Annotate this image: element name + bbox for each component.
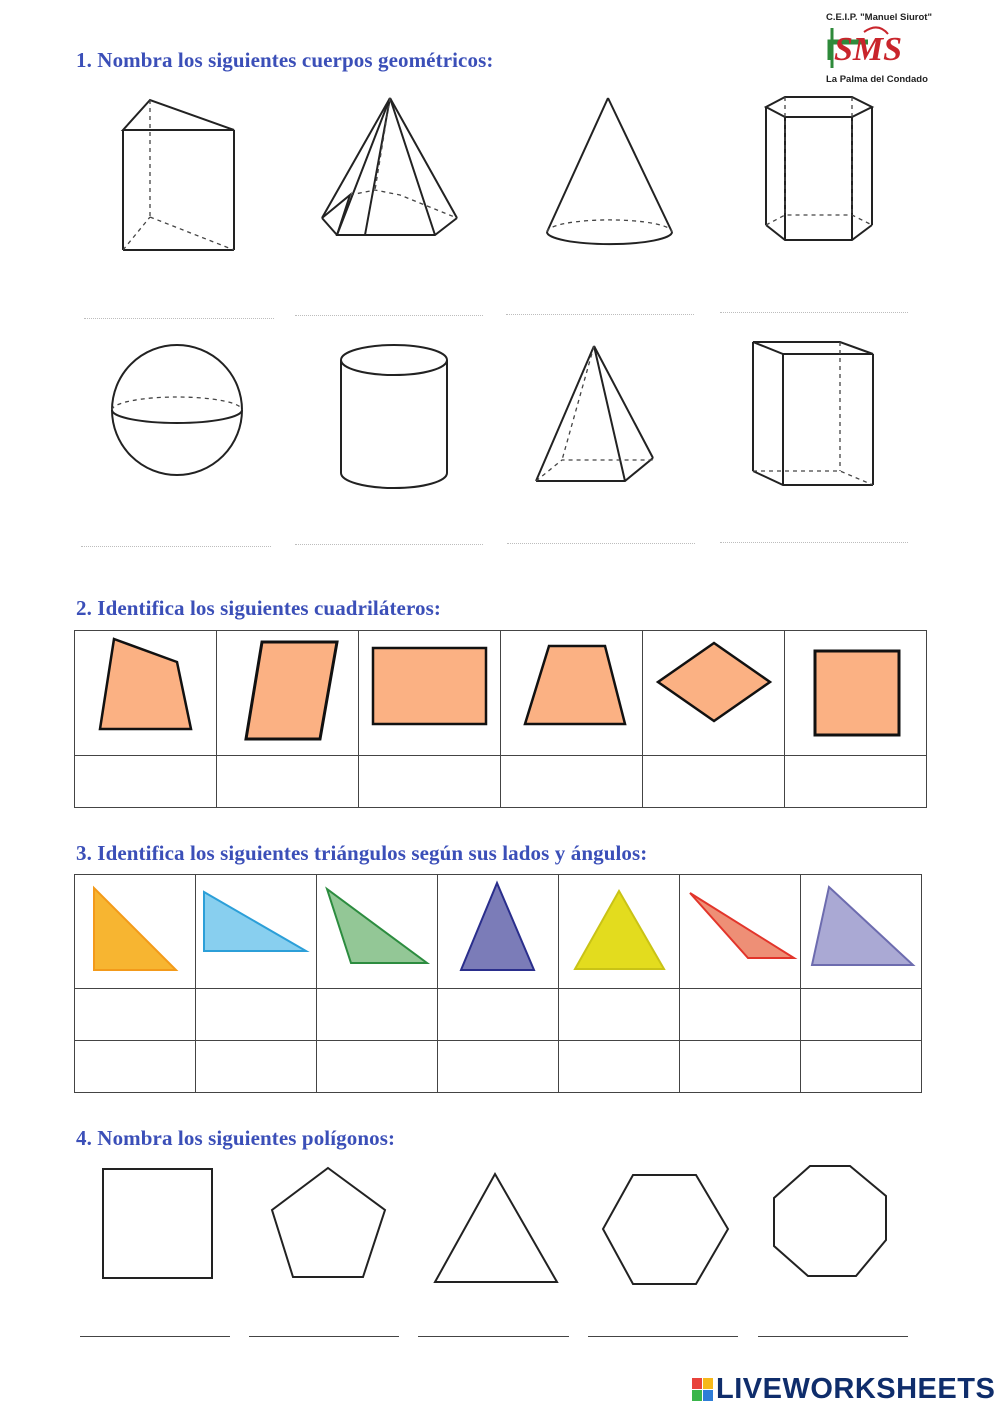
equilateral-triangle-yellow [559, 875, 679, 983]
section3-title: 3. Identifica los siguientes triángulos según sus lados y ángulos: [76, 841, 648, 865]
tri-sides-answer-5[interactable] [559, 989, 680, 1041]
isosceles-triangle-purple [438, 875, 558, 983]
tri-cell-3 [317, 875, 438, 989]
answer-line-solid-4[interactable] [720, 312, 908, 313]
rhomboid-shape [217, 631, 358, 750]
answer-line-solid-2[interactable] [295, 315, 483, 316]
square-shape [785, 631, 926, 750]
quad-answer-2[interactable] [217, 756, 359, 808]
cone-figure [540, 95, 680, 250]
rhombus-shape [643, 631, 784, 750]
square-pyramid-figure [530, 343, 660, 488]
polygon-square [100, 1166, 216, 1282]
section2-title: 2. Identifica los siguientes cuadriláteros: [76, 596, 441, 620]
scalene-triangle-lavender [801, 875, 921, 983]
logo-letters: SMS [834, 31, 903, 68]
right-triangle-blue [196, 875, 316, 983]
tri-cell-6 [680, 875, 801, 989]
right-triangle-orange [75, 875, 195, 983]
answer-line-polygon-2[interactable] [249, 1336, 399, 1337]
tri-angles-answer-1[interactable] [75, 1041, 196, 1093]
quad-answer-4[interactable] [501, 756, 643, 808]
quad-cell-2 [217, 631, 359, 756]
polygon-triangle [432, 1171, 560, 1285]
school-town: La Palma del Condado [826, 74, 928, 85]
tri-sides-answer-7[interactable] [801, 989, 922, 1041]
liveworksheets-logo: LIVEWORKSHEETS [716, 1373, 996, 1405]
tri-cell-4 [438, 875, 559, 989]
tri-angles-answer-2[interactable] [196, 1041, 317, 1093]
quad-cell-3 [359, 631, 501, 756]
quad-cell-4 [501, 631, 643, 756]
tri-cell-7 [801, 875, 922, 989]
triangles-table [74, 874, 922, 1093]
tri-sides-answer-4[interactable] [438, 989, 559, 1041]
trapezium-shape [501, 631, 642, 750]
answer-line-polygon-5[interactable] [758, 1336, 908, 1337]
polygon-pentagon [268, 1165, 390, 1283]
tri-angles-answer-3[interactable] [317, 1041, 438, 1093]
answer-line-polygon-3[interactable] [418, 1336, 569, 1337]
liveworksheets-badge-icon [692, 1378, 714, 1402]
answer-line-solid-6[interactable] [295, 544, 483, 545]
tri-cell-1 [75, 875, 196, 989]
hexagonal-prism-figure [760, 95, 880, 245]
school-logo [828, 24, 936, 74]
quad-cell-1 [75, 631, 217, 756]
triangular-prism-figure [100, 95, 260, 260]
tri-sides-answer-2[interactable] [196, 989, 317, 1041]
quad-cell-5 [643, 631, 785, 756]
quad-cell-6 [785, 631, 927, 756]
rectangular-prism-figure [748, 338, 882, 490]
section1-title: 1. Nombra los siguientes cuerpos geométricos: [76, 48, 494, 72]
section4-title: 4. Nombra los siguientes polígonos: [76, 1126, 396, 1150]
school-name: C.E.I.P. "Manuel Siurot" [826, 12, 932, 23]
answer-line-solid-5[interactable] [81, 546, 271, 547]
quadrilaterals-table [74, 630, 927, 808]
hexagonal-pyramid-figure [315, 95, 465, 240]
polygon-octagon [770, 1162, 890, 1282]
obtuse-triangle-green [317, 875, 437, 983]
tri-cell-2 [196, 875, 317, 989]
tri-sides-answer-6[interactable] [680, 989, 801, 1041]
polygon-hexagon [600, 1172, 732, 1288]
quad-answer-1[interactable] [75, 756, 217, 808]
tri-angles-answer-7[interactable] [801, 1041, 922, 1093]
answer-line-solid-1[interactable] [84, 318, 274, 319]
trapezoid-shape [75, 631, 216, 750]
answer-line-polygon-4[interactable] [588, 1336, 738, 1337]
answer-line-polygon-1[interactable] [80, 1336, 230, 1337]
tri-angles-answer-4[interactable] [438, 1041, 559, 1093]
sphere-figure [108, 343, 248, 478]
answer-line-solid-3[interactable] [506, 314, 694, 315]
answer-line-solid-8[interactable] [720, 542, 908, 543]
cylinder-figure [338, 343, 452, 493]
obtuse-triangle-red [680, 875, 800, 983]
tri-cell-5 [559, 875, 680, 989]
tri-angles-answer-5[interactable] [559, 1041, 680, 1093]
rectangle-shape [359, 631, 500, 750]
quad-answer-6[interactable] [785, 756, 927, 808]
tri-angles-answer-6[interactable] [680, 1041, 801, 1093]
tri-sides-answer-1[interactable] [75, 989, 196, 1041]
quad-answer-5[interactable] [643, 756, 785, 808]
answer-line-solid-7[interactable] [507, 543, 695, 544]
tri-sides-answer-3[interactable] [317, 989, 438, 1041]
quad-answer-3[interactable] [359, 756, 501, 808]
